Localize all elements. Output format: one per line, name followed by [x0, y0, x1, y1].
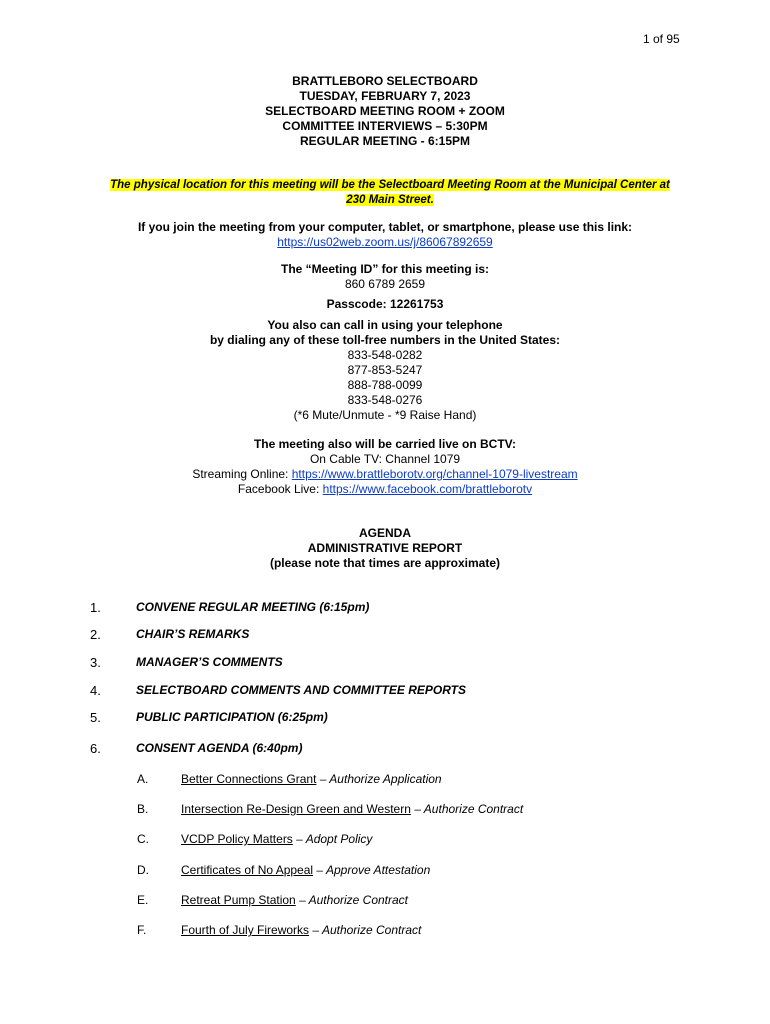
agenda-note: (please note that times are approximate) [269, 556, 501, 570]
phone-controls: (*6 Mute/Unmute - *9 Raise Hand) [293, 408, 477, 422]
agenda-item-number: 4. [90, 683, 101, 698]
consent-item-title: Fourth of July Fireworks [181, 923, 310, 937]
location-notice [90, 178, 690, 208]
bctv-title: The meeting also will be carried live on BCTV: [253, 437, 517, 451]
agenda-item-text: CHAIR’S REMARKS [136, 627, 250, 641]
bctv-cable: On Cable TV: Channel 1079 [309, 452, 461, 466]
header-line: REGULAR MEETING - 6:15PM [299, 134, 470, 148]
bctv-facebook [0, 482, 770, 497]
agenda-item-text: SELECTBOARD COMMENTS AND COMMITTEE REPORTS [136, 683, 467, 697]
agenda-item-text: PUBLIC PARTICIPATION (6:25pm) [136, 710, 328, 724]
phone-number: 833-548-0282 [347, 348, 423, 362]
zoom-link[interactable]: https://us02web.zoom.us/j/86067892659 [277, 235, 493, 249]
agenda-title: AGENDA [358, 526, 411, 540]
consent-item-action: – Adopt Policy [292, 832, 373, 846]
meeting-id: 860 6789 2659 [344, 277, 426, 291]
facebook-label: Facebook Live: [237, 482, 323, 496]
consent-item-letter: F. [137, 923, 147, 937]
consent-item-title: Certificates of No Appeal [181, 863, 314, 877]
consent-item-action: – Authorize Contract [410, 802, 524, 816]
agenda-item-number: 3. [90, 655, 101, 670]
agenda-item-number: 5. [90, 710, 101, 725]
header-line: TUESDAY, FEBRUARY 7, 2023 [299, 89, 471, 103]
facebook-link[interactable]: https://www.facebook.com/brattleborotv [322, 482, 533, 496]
agenda-item-number: 6. [90, 741, 101, 756]
agenda-item-text: MANAGER’S COMMENTS [136, 655, 283, 669]
streaming-label: Streaming Online: [192, 467, 292, 481]
notice-line: The physical location for this meeting will be the Selectboard Meeting Room at the Municipal Center at [110, 179, 670, 191]
notice-line: 230 Main Street. [346, 194, 434, 206]
phone-number: 888-788-0099 [347, 378, 423, 392]
header-line: SELECTBOARD MEETING ROOM + ZOOM [265, 104, 505, 118]
consent-item-letter: D. [137, 863, 149, 877]
call-in-text: by dialing any of these toll-free numbers in the United States: [209, 333, 561, 347]
consent-item-title: Intersection Re-Design Green and Western [181, 802, 411, 816]
agenda-item-text: CONVENE REGULAR MEETING (6:15pm) [136, 600, 370, 614]
consent-item-action: – Authorize Application [316, 772, 442, 786]
consent-item-title: Retreat Pump Station [181, 893, 296, 907]
consent-item-letter: C. [137, 832, 149, 846]
consent-item-action: – Approve Attestation [313, 863, 431, 877]
streaming-link[interactable]: https://www.brattleborotv.org/channel-1079-livestream [291, 467, 578, 481]
phone-number: 877-853-5247 [347, 363, 423, 377]
header-line: COMMITTEE INTERVIEWS – 5:30PM [282, 119, 488, 133]
bctv-streaming [0, 467, 770, 482]
header-line: BRATTLEBORO SELECTBOARD [292, 74, 478, 88]
agenda-item-number: 1. [90, 600, 101, 615]
zoom-join-text: If you join the meeting from your computer, tablet, or smartphone, please use this link: [137, 220, 633, 234]
consent-item-letter: B. [137, 802, 149, 816]
meeting-id-label: The “Meeting ID” for this meeting is: [280, 262, 489, 276]
call-in-text: You also can call in using your telephone [267, 318, 503, 332]
consent-item-title: VCDP Policy Matters [181, 832, 293, 846]
passcode: Passcode: 12261753 [326, 297, 444, 311]
agenda-subtitle: ADMINISTRATIVE REPORT [307, 541, 463, 555]
consent-item-action: – Authorize Contract [309, 923, 422, 937]
consent-item-letter: A. [137, 772, 149, 786]
consent-item-action: – Authorize Contract [295, 893, 409, 907]
page-number: 1 of 95 [643, 32, 680, 46]
phone-number: 833-548-0276 [347, 393, 423, 407]
agenda-item-text: CONSENT AGENDA (6:40pm) [136, 741, 303, 755]
document-header [0, 74, 770, 149]
consent-item-title: Better Connections Grant [181, 772, 317, 786]
agenda-item-number: 2. [90, 627, 101, 642]
consent-item-letter: E. [137, 893, 149, 907]
